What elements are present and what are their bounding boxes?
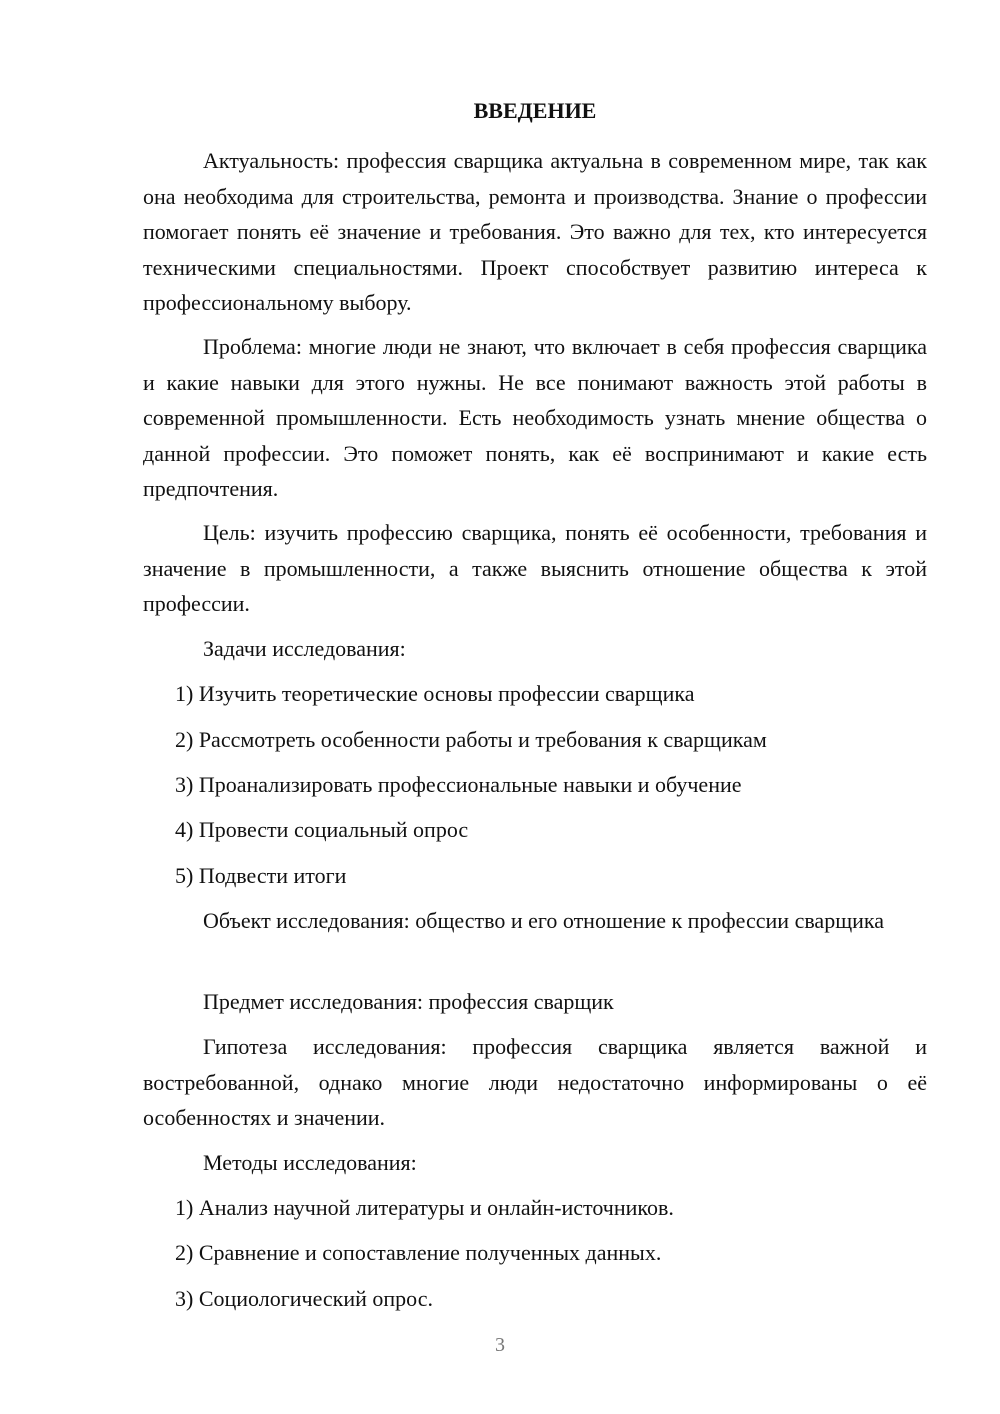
- task-item-3: 3) Проанализировать профессиональные навыки и обучение: [175, 772, 742, 797]
- tasks-heading: Задачи исследования:: [203, 636, 406, 661]
- page-number: 3: [495, 1334, 505, 1356]
- paragraph-hypothesis: Гипотеза исследования: профессия сварщика является важной и востребованной, однако многие люди недостаточно информированы о её особенностях и значении.: [143, 1034, 927, 1130]
- task-item-1: 1) Изучить теоретические основы профессии сварщика: [175, 681, 695, 706]
- task-item-4: 4) Провести социальный опрос: [175, 817, 469, 842]
- paragraph-subject: Предмет исследования: профессия сварщик: [203, 989, 614, 1014]
- page-title: ВВЕДЕНИЕ: [473, 98, 597, 123]
- paragraph-problem: Проблема: многие люди не знают, что включает в себя профессия сварщика и какие навыки для этого нужны. Не все понимают важность этой работы в современной промышленности. Есть необходимость узнать мнение общества о данной профессии. Это поможет понять, как её воспринимают и какие есть предпочтения.: [143, 334, 927, 501]
- task-item-2: 2) Рассмотреть особенности работы и требования к сварщикам: [175, 727, 767, 752]
- method-item-3: 3) Социологический опрос.: [175, 1286, 433, 1311]
- methods-heading: Методы исследования:: [203, 1150, 417, 1175]
- paragraph-object: Объект исследования: общество и его отношение к профессии сварщика: [203, 908, 885, 933]
- paragraph-relevance: Актуальность: профессия сварщика актуальна в современном мире, так как она необходима для строительства, ремонта и производства. Знание о профессии помогает понять её значение и требования. Это важно для тех, кто интересуется техническими специальностями. Проект способствует развитию интереса к профессиональному выбору.: [143, 148, 927, 315]
- paragraph-goal: Цель: изучить профессию сварщика, понять её особенности, требования и значение в промышленности, а также выяснить отношение общества к этой профессии.: [143, 520, 927, 616]
- method-item-1: 1) Анализ научной литературы и онлайн-источников.: [175, 1195, 674, 1220]
- method-item-2: 2) Сравнение и сопоставление полученных данных.: [175, 1240, 662, 1265]
- task-item-5: 5) Подвести итоги: [175, 863, 347, 888]
